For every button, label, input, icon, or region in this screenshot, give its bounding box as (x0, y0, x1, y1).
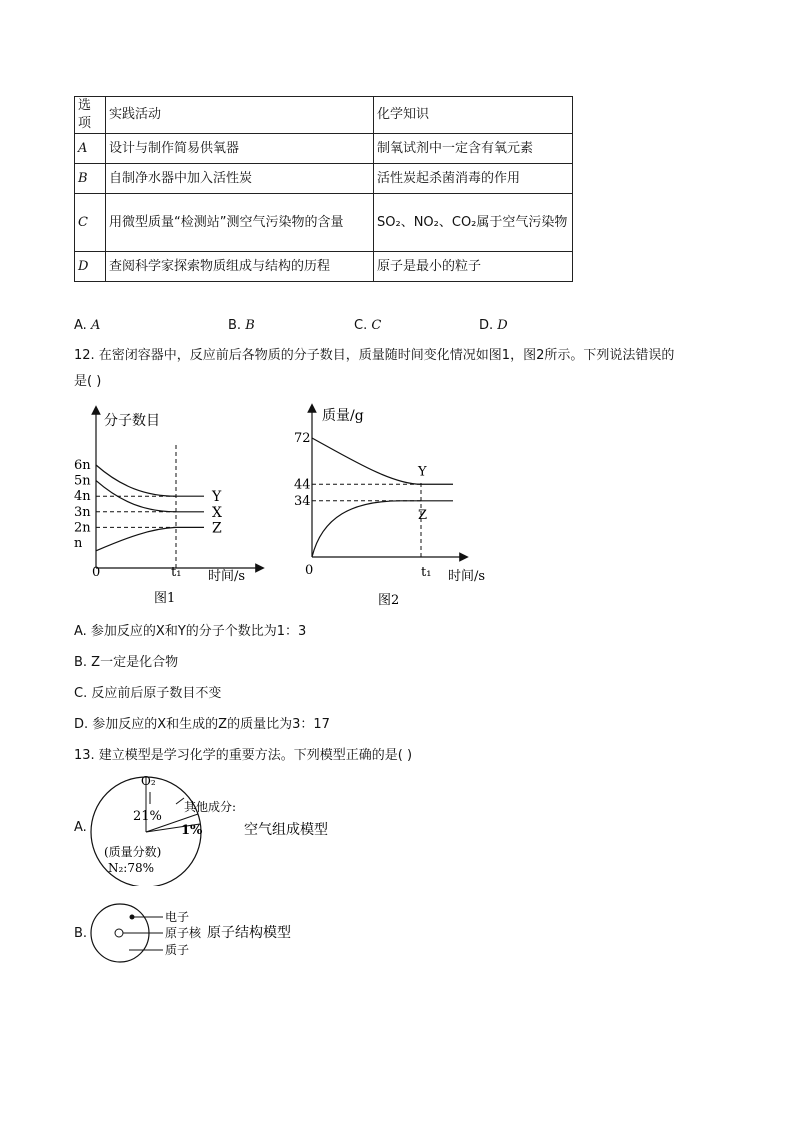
table-cell: 查阅科学家探索物质组成与结构的历程 (106, 252, 374, 282)
series-label-z: Z (418, 507, 428, 523)
choice-value: C (371, 318, 382, 333)
x-tick-label: 0 (92, 565, 101, 580)
o2-label: O₂ (141, 774, 156, 788)
y-tick-label: 5n (74, 473, 91, 489)
figure1-caption: 图1 (154, 591, 176, 606)
choice-prefix: C. (354, 318, 372, 333)
q12-option-a[interactable]: A. 参加反应的X和Y的分子个数比为1：3 (74, 624, 307, 639)
other-label: 其他成分: (184, 800, 237, 814)
atom-model-caption: 原子结构模型 (207, 925, 291, 941)
electron-label: 电子 (165, 910, 190, 924)
nucleus-label: 原子核 (165, 926, 202, 940)
table-cell: 制氧试剂中一定含有氧元素 (374, 134, 573, 164)
figure2-chart (290, 400, 500, 615)
q12-stem-line1: 12. 在密闭容器中，反应前后各物质的分子数目，质量随时间变化情况如图1，图2所示。下列说法错误的 (74, 348, 675, 363)
table-cell: SO₂、NO₂、CO₂属于空气污染物 (374, 194, 573, 252)
n2-label: N₂:78% (108, 861, 155, 875)
table-cell: 自制净水器中加入活性炭 (106, 164, 374, 194)
choice-d[interactable] (479, 318, 508, 333)
choice-prefix: B. (228, 318, 246, 333)
table-row (75, 134, 573, 164)
proton-label: 质子 (165, 943, 190, 957)
choice-prefix: D. (479, 318, 498, 333)
table-cell: B (75, 164, 106, 194)
choice-value: B (245, 318, 255, 333)
options-table (74, 96, 573, 282)
air-composition-model (80, 768, 340, 886)
table-cell: 用微型质量“检测站”测空气污染物的含量 (106, 194, 374, 252)
table-header-cell: 实践活动 (106, 97, 374, 134)
figure1-chart (70, 400, 270, 615)
series-line-z (312, 501, 453, 557)
y-axis-label: 质量/g (322, 408, 364, 424)
nucleus-circle (115, 929, 123, 937)
choice-c[interactable] (354, 318, 381, 333)
mass-fraction-label: (质量分数) (104, 845, 162, 859)
electron-dot (130, 915, 135, 920)
choice-value: A (90, 318, 101, 333)
choice-value: D (497, 318, 508, 333)
series-line-y (96, 465, 204, 496)
table-header-row (75, 97, 573, 134)
series-line-y (312, 438, 453, 484)
y-tick-label: 72 (294, 431, 311, 446)
table-cell: 原子是最小的粒子 (374, 252, 573, 282)
table-header-cell: 化学知识 (374, 97, 573, 134)
table-row (75, 194, 573, 252)
q12-option-c[interactable]: C. 反应前后原子数目不变 (74, 686, 222, 701)
table-cell: 活性炭起杀菌消毒的作用 (374, 164, 573, 194)
series-label-x: X (212, 504, 222, 521)
q13-stem: 13. 建立模型是学习化学的重要方法。下列模型正确的是( ) (74, 748, 413, 763)
y-tick-label: 6n (74, 458, 91, 473)
table-cell: C (75, 194, 106, 252)
series-label-z: Z (212, 520, 222, 537)
series-label-y: Y (418, 464, 427, 480)
y-tick-label: 2n (74, 520, 91, 536)
q12-stem-line2: 是( ) (74, 374, 102, 389)
o2-percent: 21% (133, 809, 162, 824)
figure2-caption: 图2 (378, 593, 400, 608)
q13-option-a-label[interactable]: A. (74, 820, 87, 835)
q12-option-b[interactable]: B. Z一定是化合物 (74, 655, 179, 670)
q13-option-b-label[interactable]: B. (74, 926, 88, 941)
q12-option-d[interactable]: D. 参加反应的X和生成的Z的质量比为3：17 (74, 717, 330, 732)
table-row (75, 164, 573, 194)
choice-a[interactable] (74, 318, 100, 333)
y-tick-label: n (74, 536, 83, 551)
table-cell: D (75, 252, 106, 282)
choice-b[interactable] (228, 318, 255, 333)
table-header-cell: 选项 (75, 97, 106, 134)
y-tick-label: 3n (74, 504, 91, 520)
table-cell: 设计与制作简易供氧器 (106, 134, 374, 164)
y-tick-label: 44 (294, 477, 311, 493)
table-cell: A (75, 134, 106, 164)
y-tick-label: 34 (294, 493, 311, 509)
series-label-y: Y (212, 489, 222, 506)
leader-line (176, 798, 184, 804)
x-axis-label: 时间/s (448, 569, 486, 584)
choice-prefix: A. (74, 318, 91, 333)
series-line-z (96, 527, 204, 550)
x-tick-label: t₁ (421, 565, 432, 580)
x-tick-label: t₁ (171, 565, 182, 580)
y-tick-label: 4n (74, 489, 91, 505)
atomic-structure-model (85, 898, 315, 968)
other-percent: 1% (181, 823, 203, 838)
x-axis-label: 时间/s (208, 569, 246, 584)
y-axis-label: 分子数目 (104, 413, 160, 429)
table-row (75, 252, 573, 282)
x-tick-label: 0 (305, 563, 314, 578)
air-model-caption: 空气组成模型 (244, 822, 328, 838)
